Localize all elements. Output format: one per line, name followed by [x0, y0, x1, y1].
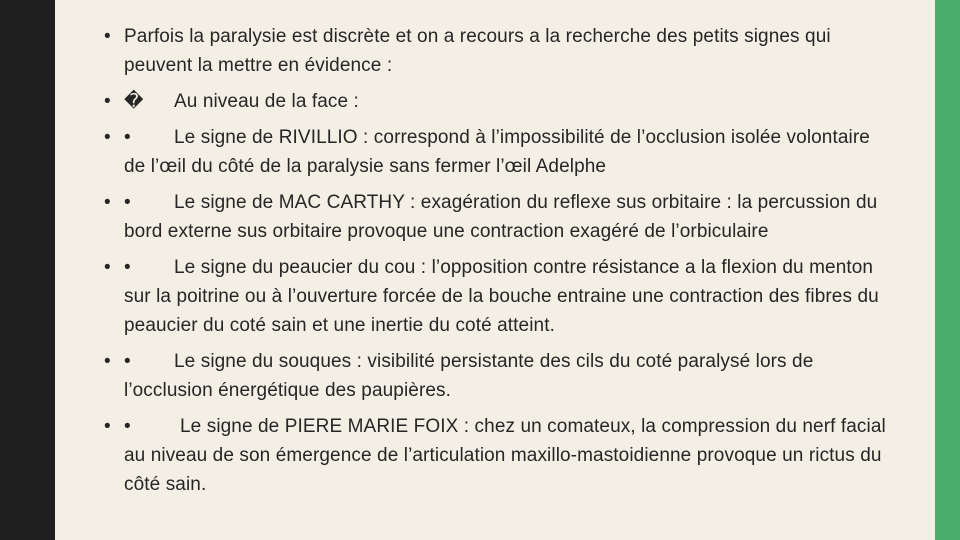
item-text: Le signe de PIERE MARIE FOIX : chez un comateux, la compression du nerf facial au niveau de son émergence de l’articulation maxillo-mastoidienne provoque un rictus du côté sain. [124, 416, 886, 495]
bullet-icon: • [104, 257, 111, 278]
sub-marker: � [124, 91, 144, 112]
item-text: Le signe du souques : visibilité persistante des cils du coté paralysé lors de l’occlusion énergétique des paupières. [124, 351, 814, 401]
list-item [104, 87, 894, 116]
bullet-icon: • [104, 351, 111, 372]
list-item [104, 412, 894, 499]
bullet-icon: • [104, 91, 111, 112]
item-text: Au niveau de la face : [174, 91, 359, 112]
sub-marker: • [124, 351, 131, 372]
bullet-icon: • [104, 416, 111, 437]
slide-content [104, 22, 894, 506]
sub-marker: • [124, 416, 131, 437]
item-text: Le signe du peaucier du cou : l’opposition contre résistance a la flexion du menton sur la poitrine ou à l’ouverture forcée de la bouche entraine une contraction des fibres du peaucier du coté sain et une inertie du coté atteint. [124, 257, 879, 336]
bullet-icon: • [104, 127, 111, 148]
item-text: Parfois la paralysie est discrète et on a recours a la recherche des petits signes qui peuvent la mettre en évidence : [124, 26, 831, 76]
list-item [104, 188, 894, 246]
list-item [104, 347, 894, 405]
item-text: Le signe de RIVILLIO : correspond à l’impossibilité de l’occlusion isolée volontaire de l’œil du côté de la paralysie sans fermer l’œil Adelphe [124, 127, 870, 177]
item-text: Le signe de MAC CARTHY : exagération du reflexe sus orbitaire : la percussion du bord externe sus orbitaire provoque une contraction exagéré de l’orbiculaire [124, 192, 878, 242]
right-decorative-band [935, 0, 960, 540]
list-item [104, 123, 894, 181]
sub-marker: • [124, 127, 131, 148]
sub-marker: • [124, 192, 131, 213]
bullet-icon: • [104, 26, 111, 47]
sub-marker: • [124, 257, 131, 278]
left-decorative-band [0, 0, 55, 540]
list-item [104, 253, 894, 340]
list-item [104, 22, 894, 80]
bullet-icon: • [104, 192, 111, 213]
